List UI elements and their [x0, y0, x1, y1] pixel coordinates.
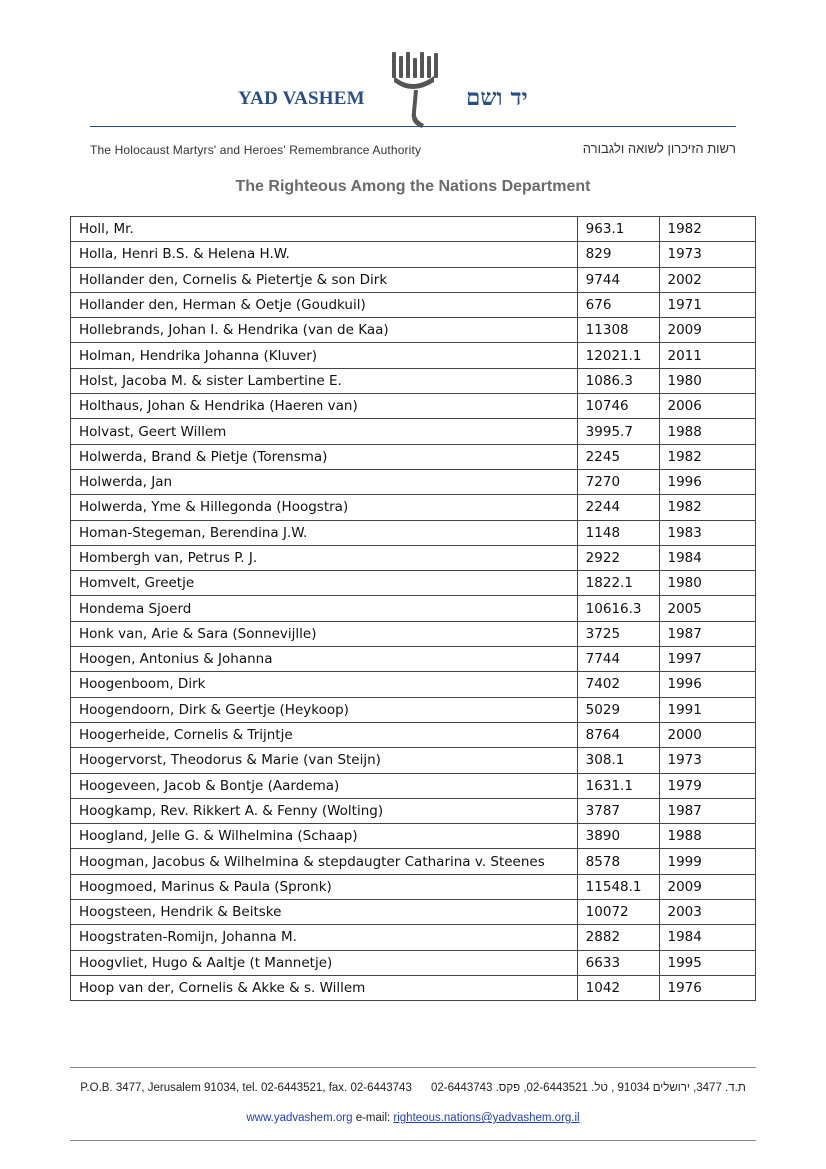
file-number-cell: 7402	[577, 672, 659, 697]
year-cell: 2009	[659, 318, 756, 343]
file-number-cell: 963.1	[577, 217, 659, 242]
department-title: The Righteous Among the Nations Department	[235, 178, 591, 195]
footer-address-english: P.O.B. 3477, Jerusalem 91034, tel. 02-6443521, fax. 02-6443743	[80, 1082, 412, 1094]
year-cell: 1973	[659, 242, 756, 267]
name-cell: Hoogerheide, Cornelis & Trijntje	[71, 722, 578, 747]
year-cell: 2011	[659, 343, 756, 368]
name-cell: Hoogervorst, Theodorus & Marie (van Steijn)	[71, 748, 578, 773]
table-row	[71, 343, 756, 368]
table-row	[71, 469, 756, 494]
year-cell: 2005	[659, 596, 756, 621]
authority-name-hebrew: רשות הזיכרון לשואה ולגבורה	[582, 141, 736, 156]
file-number-cell: 6633	[577, 950, 659, 975]
year-cell: 1982	[659, 444, 756, 469]
file-number-cell: 12021.1	[577, 343, 659, 368]
year-cell: 1980	[659, 571, 756, 596]
footer-address	[0, 1082, 826, 1094]
year-cell: 2006	[659, 394, 756, 419]
table-row	[71, 975, 756, 1000]
name-cell: Hoogeveen, Jacob & Bontje (Aardema)	[71, 773, 578, 798]
table-row	[71, 217, 756, 242]
table-row	[71, 495, 756, 520]
file-number-cell: 1148	[577, 520, 659, 545]
file-number-cell: 1086.3	[577, 368, 659, 393]
table-row	[71, 292, 756, 317]
name-cell: Hoogman, Jacobus & Wilhelmina & stepdaugter Catharina v. Steenes	[71, 849, 578, 874]
table-row	[71, 444, 756, 469]
file-number-cell: 3725	[577, 621, 659, 646]
file-number-cell: 3995.7	[577, 419, 659, 444]
table-row	[71, 368, 756, 393]
name-cell: Hollander den, Cornelis & Pietertje & son Dirk	[71, 267, 578, 292]
file-number-cell: 829	[577, 242, 659, 267]
year-cell: 2000	[659, 722, 756, 747]
name-cell: Holla, Henri B.S. & Helena H.W.	[71, 242, 578, 267]
file-number-cell: 10746	[577, 394, 659, 419]
file-number-cell: 3787	[577, 798, 659, 823]
footer-contact	[0, 1112, 826, 1124]
year-cell: 2009	[659, 874, 756, 899]
table-row	[71, 520, 756, 545]
year-cell: 1980	[659, 368, 756, 393]
table-row	[71, 697, 756, 722]
website-link[interactable]: www.yadvashem.org	[246, 1112, 353, 1124]
table-row	[71, 874, 756, 899]
year-cell: 1979	[659, 773, 756, 798]
file-number-cell: 9744	[577, 267, 659, 292]
table-row	[71, 748, 756, 773]
table-row	[71, 596, 756, 621]
table-row	[71, 849, 756, 874]
name-cell: Hollebrands, Johan I. & Hendrika (van de Kaa)	[71, 318, 578, 343]
file-number-cell: 3890	[577, 824, 659, 849]
file-number-cell: 1631.1	[577, 773, 659, 798]
file-number-cell: 2922	[577, 545, 659, 570]
file-number-cell: 2244	[577, 495, 659, 520]
righteous-list-table	[70, 216, 756, 1001]
year-cell: 1996	[659, 672, 756, 697]
name-cell: Holwerda, Yme & Hillegonda (Hoogstra)	[71, 495, 578, 520]
header-divider	[90, 126, 736, 127]
year-cell: 1982	[659, 217, 756, 242]
year-cell: 2002	[659, 267, 756, 292]
table-row	[71, 318, 756, 343]
name-cell: Holthaus, Johan & Hendrika (Haeren van)	[71, 394, 578, 419]
name-cell: Holst, Jacoba M. & sister Lambertine E.	[71, 368, 578, 393]
name-cell: Holman, Hendrika Johanna (Kluver)	[71, 343, 578, 368]
name-cell: Hoogvliet, Hugo & Aaltje (t Mannetje)	[71, 950, 578, 975]
table-row	[71, 419, 756, 444]
name-cell: Hoogkamp, Rev. Rikkert A. & Fenny (Wolting)	[71, 798, 578, 823]
year-cell: 1995	[659, 950, 756, 975]
table-row	[71, 824, 756, 849]
name-cell: Hoogendoorn, Dirk & Geertje (Heykoop)	[71, 697, 578, 722]
name-cell: Hoogstraten-Romijn, Johanna M.	[71, 925, 578, 950]
file-number-cell: 5029	[577, 697, 659, 722]
name-cell: Hoop van der, Cornelis & Akke & s. Willem	[71, 975, 578, 1000]
table-row	[71, 647, 756, 672]
table-row	[71, 925, 756, 950]
year-cell: 1971	[659, 292, 756, 317]
authority-name-english: The Holocaust Martyrs' and Heroes' Remembrance Authority	[90, 143, 422, 157]
name-cell: Hoogland, Jelle G. & Wilhelmina (Schaap)	[71, 824, 578, 849]
year-cell: 1987	[659, 798, 756, 823]
footer-bottom-divider	[70, 1140, 756, 1141]
name-cell: Holl, Mr.	[71, 217, 578, 242]
year-cell: 1984	[659, 545, 756, 570]
file-number-cell: 308.1	[577, 748, 659, 773]
name-cell: Hoogsteen, Hendrik & Beitske	[71, 900, 578, 925]
name-cell: Hoogmoed, Marinus & Paula (Spronk)	[71, 874, 578, 899]
year-cell: 1991	[659, 697, 756, 722]
table-row	[71, 722, 756, 747]
year-cell: 1988	[659, 419, 756, 444]
year-cell: 1996	[659, 469, 756, 494]
file-number-cell: 2245	[577, 444, 659, 469]
email-label: e-mail:	[355, 1112, 391, 1124]
file-number-cell: 2882	[577, 925, 659, 950]
table-row	[71, 798, 756, 823]
file-number-cell: 7270	[577, 469, 659, 494]
file-number-cell: 11308	[577, 318, 659, 343]
yad-vashem-menorah-icon	[388, 50, 440, 130]
year-cell: 1973	[659, 748, 756, 773]
file-number-cell: 8578	[577, 849, 659, 874]
year-cell: 1982	[659, 495, 756, 520]
name-cell: Honk van, Arie & Sara (Sonnevijlle)	[71, 621, 578, 646]
name-cell: Holwerda, Brand & Pietje (Torensma)	[71, 444, 578, 469]
year-cell: 1983	[659, 520, 756, 545]
email-link[interactable]: righteous.nations@yadvashem.org.il	[393, 1112, 580, 1124]
year-cell: 1984	[659, 925, 756, 950]
year-cell: 1999	[659, 849, 756, 874]
table-row	[71, 267, 756, 292]
name-cell: Hondema Sjoerd	[71, 596, 578, 621]
brand-name-hebrew: יד ושם	[466, 84, 528, 111]
name-cell: Homvelt, Greetje	[71, 571, 578, 596]
name-cell: Homan-Stegeman, Berendina J.W.	[71, 520, 578, 545]
footer-address-hebrew: ת.ד. 3477, ירושלים 91034 , טל. 02-6443521, פקס. 02-6443743	[431, 1082, 746, 1094]
table-row	[71, 545, 756, 570]
year-cell: 2003	[659, 900, 756, 925]
table-row	[71, 242, 756, 267]
file-number-cell: 1822.1	[577, 571, 659, 596]
year-cell: 1987	[659, 621, 756, 646]
file-number-cell: 1042	[577, 975, 659, 1000]
table-row	[71, 773, 756, 798]
table-row	[71, 672, 756, 697]
file-number-cell: 676	[577, 292, 659, 317]
table-row	[71, 571, 756, 596]
name-cell: Holvast, Geert Willem	[71, 419, 578, 444]
year-cell: 1997	[659, 647, 756, 672]
footer-top-divider	[70, 1067, 756, 1068]
table-row	[71, 900, 756, 925]
file-number-cell: 7744	[577, 647, 659, 672]
table-row	[71, 621, 756, 646]
name-cell: Hoogenboom, Dirk	[71, 672, 578, 697]
file-number-cell: 11548.1	[577, 874, 659, 899]
year-cell: 1976	[659, 975, 756, 1000]
name-cell: Hombergh van, Petrus P. J.	[71, 545, 578, 570]
year-cell: 1988	[659, 824, 756, 849]
name-cell: Hoogen, Antonius & Johanna	[71, 647, 578, 672]
table-row	[71, 950, 756, 975]
name-cell: Hollander den, Herman & Oetje (Goudkuil)	[71, 292, 578, 317]
brand-name-english: YAD VASHEM	[238, 88, 365, 109]
name-cell: Holwerda, Jan	[71, 469, 578, 494]
file-number-cell: 10616.3	[577, 596, 659, 621]
file-number-cell: 8764	[577, 722, 659, 747]
file-number-cell: 10072	[577, 900, 659, 925]
table-row	[71, 394, 756, 419]
